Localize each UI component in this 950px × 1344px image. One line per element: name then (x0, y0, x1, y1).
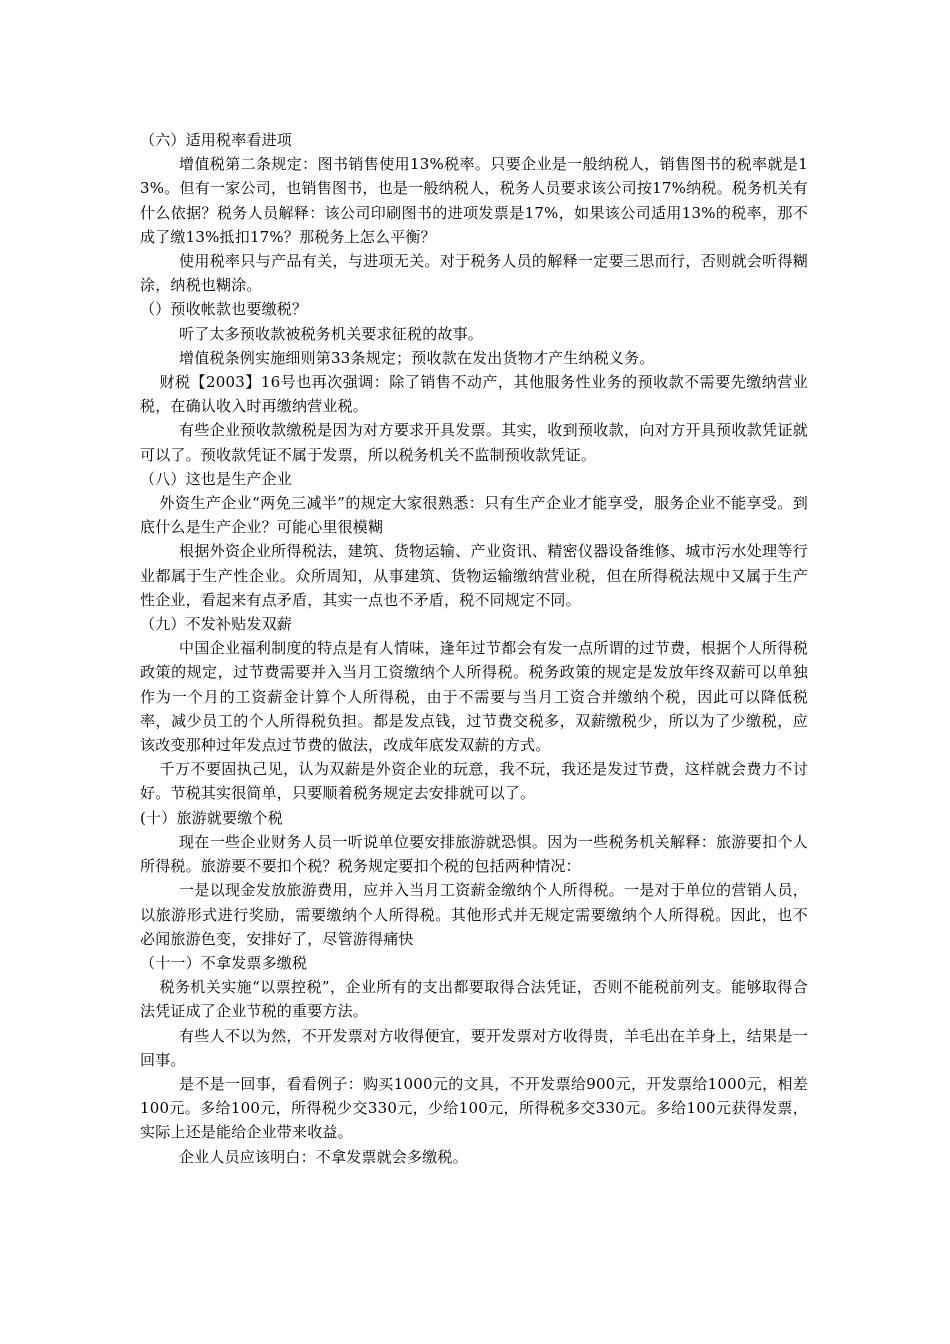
paragraph: 有些人不以为然，不开发票对方收得便宜，要开发票对方收得贵，羊毛出在羊身上，结果是一回事。 (140, 1026, 808, 1069)
section-heading: （八）这也是生产企业 (140, 469, 293, 488)
paragraph: 中国企业福利制度的特点是有人情味，逢年过节都会有发一点所谓的过节费，根据个人所得税政策的规定，过节费需要并入当月工资缴纳个人所得税。税务政策的规定是发放年终双薪可以单独作为一个月的工资薪金计算个人所得税，由于不需要与当月工资合并缴纳个税，因此可以降低税率，减少员工的个人所得税负担。都是发点钱，过节费交税多，双薪缴税少，所以为了少缴税，应该改变那种过年发点过节费的做法，改成年底发双薪的方式。 (140, 639, 808, 755)
paragraph: 听了太多预收款被税务机关要求征税的故事。 (179, 324, 484, 343)
paragraph: 现在一些企业财务人员一听说单位要安排旅游就恐惧。因为一些税务机关解释：旅游要扣个人所得税。旅游要不要扣个税？税务规定要扣个税的包括两种情况： (140, 832, 808, 876)
paragraph: 一是以现金发放旅游费用，应并入当月工资薪金缴纳个人所得税。一是对于单位的营销人员，以旅游形式进行奖励，需要缴纳个人所得税。其他形式并无规定需要缴纳个人所得税。因此，也不必闻旅游色变，安排好了，尽管游得痛快 (140, 881, 808, 948)
paragraph: 增值税条例实施细则第33条规定；预收款在发出货物才产生纳税义务。 (179, 348, 655, 367)
section-heading: （九）不发补贴发双薪 (140, 615, 293, 634)
section-heading: (十）旅游就要缴个税 (140, 808, 283, 827)
paragraph: 财税【2003】16号也再次强调：除了销售不动产，其他服务性业务的预收款不需要先缴纳营业税，在确认收入时再缴纳营业税。 (140, 373, 808, 416)
paragraph: 使用税率只与产品有关，与进项无关。对于税务人员的解释一定要三思而行，否则就会听得糊涂，纳税也糊涂。 (140, 252, 808, 295)
section-heading: （六）适用税率看进项 (140, 131, 293, 149)
paragraph: 企业人员应该明白：不拿发票就会多缴税。 (179, 1147, 468, 1166)
paragraph: 根据外资企业所得税法，建筑、货物运输、产业资讯、精密仪器设备维修、城市污水处理等行业都属于生产性企业。众所周知，从事建筑、货物运输缴纳营业税，但在所得税法规中又属于生产性企业，看起来有点矛盾，其实一点也不矛盾，税不同规定不同。 (140, 542, 808, 609)
paragraph: 有些企业预收款缴税是因为对方要求开具发票。其实，收到预收款，向对方开具预收款凭证就可以了。预收款凭证不属于发票，所以税务机关不监制预收款凭证。 (140, 421, 808, 464)
paragraph: 税务机关实施“以票控税”，企业所有的支出都要取得合法凭证，否则不能税前列支。能够取得合法凭证成了企业节税的重要方法。 (140, 978, 808, 1021)
paragraph: 外资生产企业“两免三减半”的规定大家很熟悉：只有生产企业才能享受，服务企业不能享受。到底什么是生产企业？可能心里很模糊 (140, 494, 808, 537)
paragraph: 是不是一回事，看看例子：购买1000元的文具，不开发票给900元，开发票给1000元，相差100元。多给100元，所得税少交330元，少给100元，所得税多交330元。多给100元获得发票，实际上还是能给企业带来收益。 (140, 1074, 808, 1142)
section-heading: （）预收帐款也要缴税？ (140, 300, 308, 319)
section-heading: （十一）不拿发票多缴税 (140, 953, 308, 972)
document-body (140, 128, 808, 1169)
paragraph: 千万不要固执己见，认为双薪是外资企业的玩意，我不玩，我还是发过节费，这样就会费力不讨好。节税其实很简单，只要顺着税务规定去安排就可以了。 (140, 760, 808, 803)
paragraph: 增值税第二条规定：图书销售使用13%税率。只要企业是一般纳税人，销售图书的税率就是13%。但有一家公司，也销售图书，也是一般纳税人，税务人员要求该公司按17%纳税。税务机关有什么依据？税务人员解释：该公司印刷图书的进项发票是17%，如果该公司适用13%的税率，那不成了缴13%抵扣17%？那税务上怎么平衡？ (140, 155, 808, 246)
